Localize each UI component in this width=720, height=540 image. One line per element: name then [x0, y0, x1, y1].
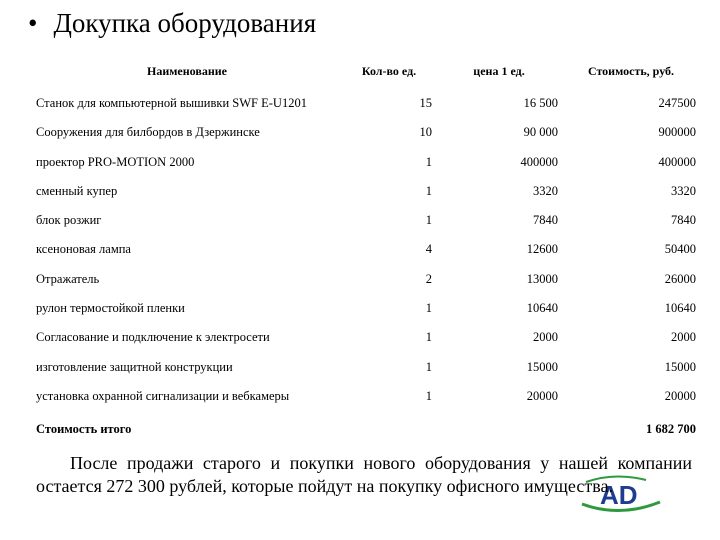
table-header-row — [32, 56, 700, 79]
cell-cost: 400000 — [658, 154, 696, 169]
cell-name: Отражатель — [36, 271, 100, 286]
cell-cost: 247500 — [658, 96, 696, 110]
cell-name: изготовление защитной конструкции — [36, 359, 233, 374]
total-label: Стоимость итого — [36, 421, 132, 436]
cell-price: 20000 — [526, 388, 558, 403]
table-row — [32, 115, 700, 144]
table-row — [32, 232, 700, 261]
table-row — [32, 79, 700, 115]
table-row — [32, 291, 700, 320]
cell-cost: 7840 — [671, 213, 696, 228]
table-row — [32, 379, 700, 408]
cell-qty: 1 — [425, 330, 432, 345]
total-empty-price — [436, 408, 562, 441]
cell-price: 12600 — [526, 242, 558, 257]
cell-cost: 2000 — [671, 330, 696, 345]
title-bullet: • — [28, 8, 38, 38]
cell-name: блок розжиг — [36, 213, 102, 228]
cell-price: 16 500 — [523, 96, 558, 110]
equipment-table — [32, 56, 700, 441]
title-text: Докупка оборудования — [53, 8, 317, 38]
total-value: 1 682 700 — [646, 421, 696, 436]
header-price: цена 1 ед. — [473, 64, 525, 78]
cell-name: Станок для компьютерной вышивки SWF E-U1201 — [36, 96, 307, 110]
total-empty-qty — [342, 408, 436, 441]
cell-name: проектор PRO-MOTION 2000 — [36, 154, 195, 169]
cell-price: 15000 — [526, 359, 558, 374]
table-row — [32, 203, 700, 232]
cell-qty: 2 — [425, 271, 432, 286]
cell-qty: 15 — [419, 96, 432, 110]
table-row — [32, 144, 700, 173]
cell-cost: 3320 — [671, 183, 696, 198]
cell-cost: 20000 — [664, 388, 696, 403]
cell-qty: 1 — [425, 213, 432, 228]
cell-qty: 10 — [419, 125, 432, 140]
cell-price: 7840 — [533, 213, 558, 228]
cell-name: рулон термостойкой пленки — [36, 301, 185, 316]
table-row — [32, 349, 700, 378]
cell-cost: 10640 — [664, 301, 696, 316]
cell-qty: 1 — [425, 183, 432, 198]
cell-price: 3320 — [533, 183, 558, 198]
cell-qty: 4 — [425, 242, 432, 257]
logo-text: AD — [600, 480, 638, 510]
cell-name: сменный купер — [36, 183, 118, 198]
slide-title — [28, 6, 316, 40]
cell-price: 13000 — [526, 271, 558, 286]
cell-cost: 26000 — [664, 271, 696, 286]
total-row — [32, 408, 700, 441]
cell-qty: 1 — [425, 154, 432, 169]
cell-price: 90 000 — [523, 125, 558, 140]
cell-cost: 15000 — [664, 359, 696, 374]
cell-name: Сооружения для билбордов в Дзержинске — [36, 125, 260, 140]
cell-name: установка охранной сигнализации и вебкамеры — [36, 388, 290, 403]
summary-paragraph: После продажи старого и покупки нового оборудования у нашей компании остается 272 300 рублей, которые пойдут на покупку офисного имущества. — [36, 453, 692, 496]
cell-price: 2000 — [533, 330, 558, 345]
header-cost: Стоимость, руб. — [587, 64, 675, 78]
cell-qty: 1 — [425, 301, 432, 316]
cell-qty: 1 — [425, 388, 432, 403]
table-row — [32, 261, 700, 290]
header-name: Наименование — [147, 64, 227, 78]
table-row — [32, 174, 700, 203]
header-qty: Кол-во ед. — [361, 64, 417, 78]
table-row — [32, 320, 700, 349]
cell-price: 400000 — [520, 154, 558, 169]
cell-qty: 1 — [425, 359, 432, 374]
cell-cost: 50400 — [664, 242, 696, 257]
cell-name: Согласование и подключение к электросети — [36, 330, 270, 345]
cell-cost: 900000 — [658, 125, 696, 140]
cell-price: 10640 — [526, 301, 558, 316]
cell-name: ксеноновая лампа — [36, 242, 131, 257]
